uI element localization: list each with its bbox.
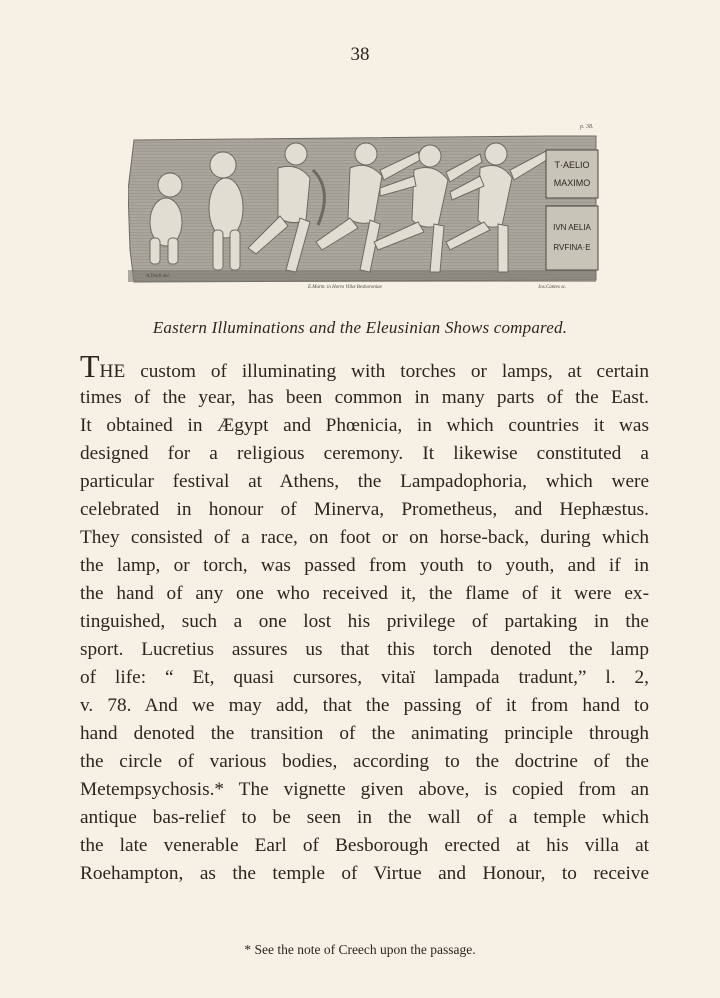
- text-line: of life: “ Et, quasi cursores, vitaï lampada tradunt,” l. 2,: [80, 667, 649, 688]
- drop-cap: T: [80, 356, 100, 384]
- text-line: antique bas-relief to be seen in the wall of a temple which: [80, 807, 649, 828]
- footnote: * See the note of Creech upon the passage.: [244, 942, 476, 957]
- inscription-panel-top: [546, 150, 598, 198]
- engraver-credit-left: A.Tendi del.: [146, 274, 170, 279]
- text-line: It obtained in Ægypt and Phœnicia, in which countries it was: [80, 415, 649, 436]
- text-line: tinguished, such a one lost his privilege of partaking in the: [80, 611, 649, 632]
- first-line-text: HE custom of illuminating with torches or lamps, at certain: [99, 361, 649, 382]
- text-line: celebrated in honour of Minerva, Prometheus, and Hephæstus.: [80, 499, 649, 520]
- body-text: [80, 356, 649, 888]
- text-line: Roehampton, as the temple of Virtue and Honour, to receive: [80, 863, 649, 884]
- text-line: They consisted of a race, on foot or on horse-back, during which: [80, 527, 649, 548]
- bas-relief-plate: [128, 130, 600, 292]
- inscription-line: RVFINA·E: [553, 243, 591, 252]
- text-line: v. 78. And we may add, that the passing of it from hand to: [80, 695, 649, 716]
- plate-caption: Eastern Illuminations and the Eleusinian Shows compared.: [152, 318, 568, 337]
- text-line: [80, 356, 649, 384]
- inscription-line: MAXIMO: [553, 178, 591, 188]
- engraver-credit-right: Jos.Cantes sc.: [538, 285, 567, 290]
- text-line: times of the year, has been common in many parts of the East.: [80, 387, 649, 408]
- text-line: the hand of any one who received it, the flame of it were ex-: [80, 583, 649, 604]
- text-line: the circle of various bodies, according to the doctrine of the: [80, 751, 649, 772]
- inscription-line: IVN AELIA: [553, 223, 591, 232]
- inscription-panel-bottom: [546, 206, 598, 270]
- text-line: the late venerable Earl of Besborough erected at his villa at: [80, 835, 649, 856]
- engraver-credit-center: E.Marm. in Horto Villæ Besboroniae: [308, 285, 382, 290]
- page-number: 38: [350, 44, 370, 65]
- text-line: the lamp, or torch, was passed from youth to youth, and if in: [80, 555, 649, 576]
- text-line: Metempsychosis.* The vignette given above, is copied from an: [80, 779, 649, 800]
- inscription-line: T·AELIO: [554, 160, 590, 170]
- text-line: hand denoted the transition of the animating principle through: [80, 723, 649, 744]
- text-line: particular festival at Athens, the Lampadophoria, which were: [80, 471, 649, 492]
- text-line: sport. Lucretius assures us that this torch denoted the lamp: [80, 639, 649, 660]
- text-line: designed for a religious ceremony. It likewise constituted a: [80, 443, 649, 464]
- plate-mark: p. 38.: [580, 124, 594, 130]
